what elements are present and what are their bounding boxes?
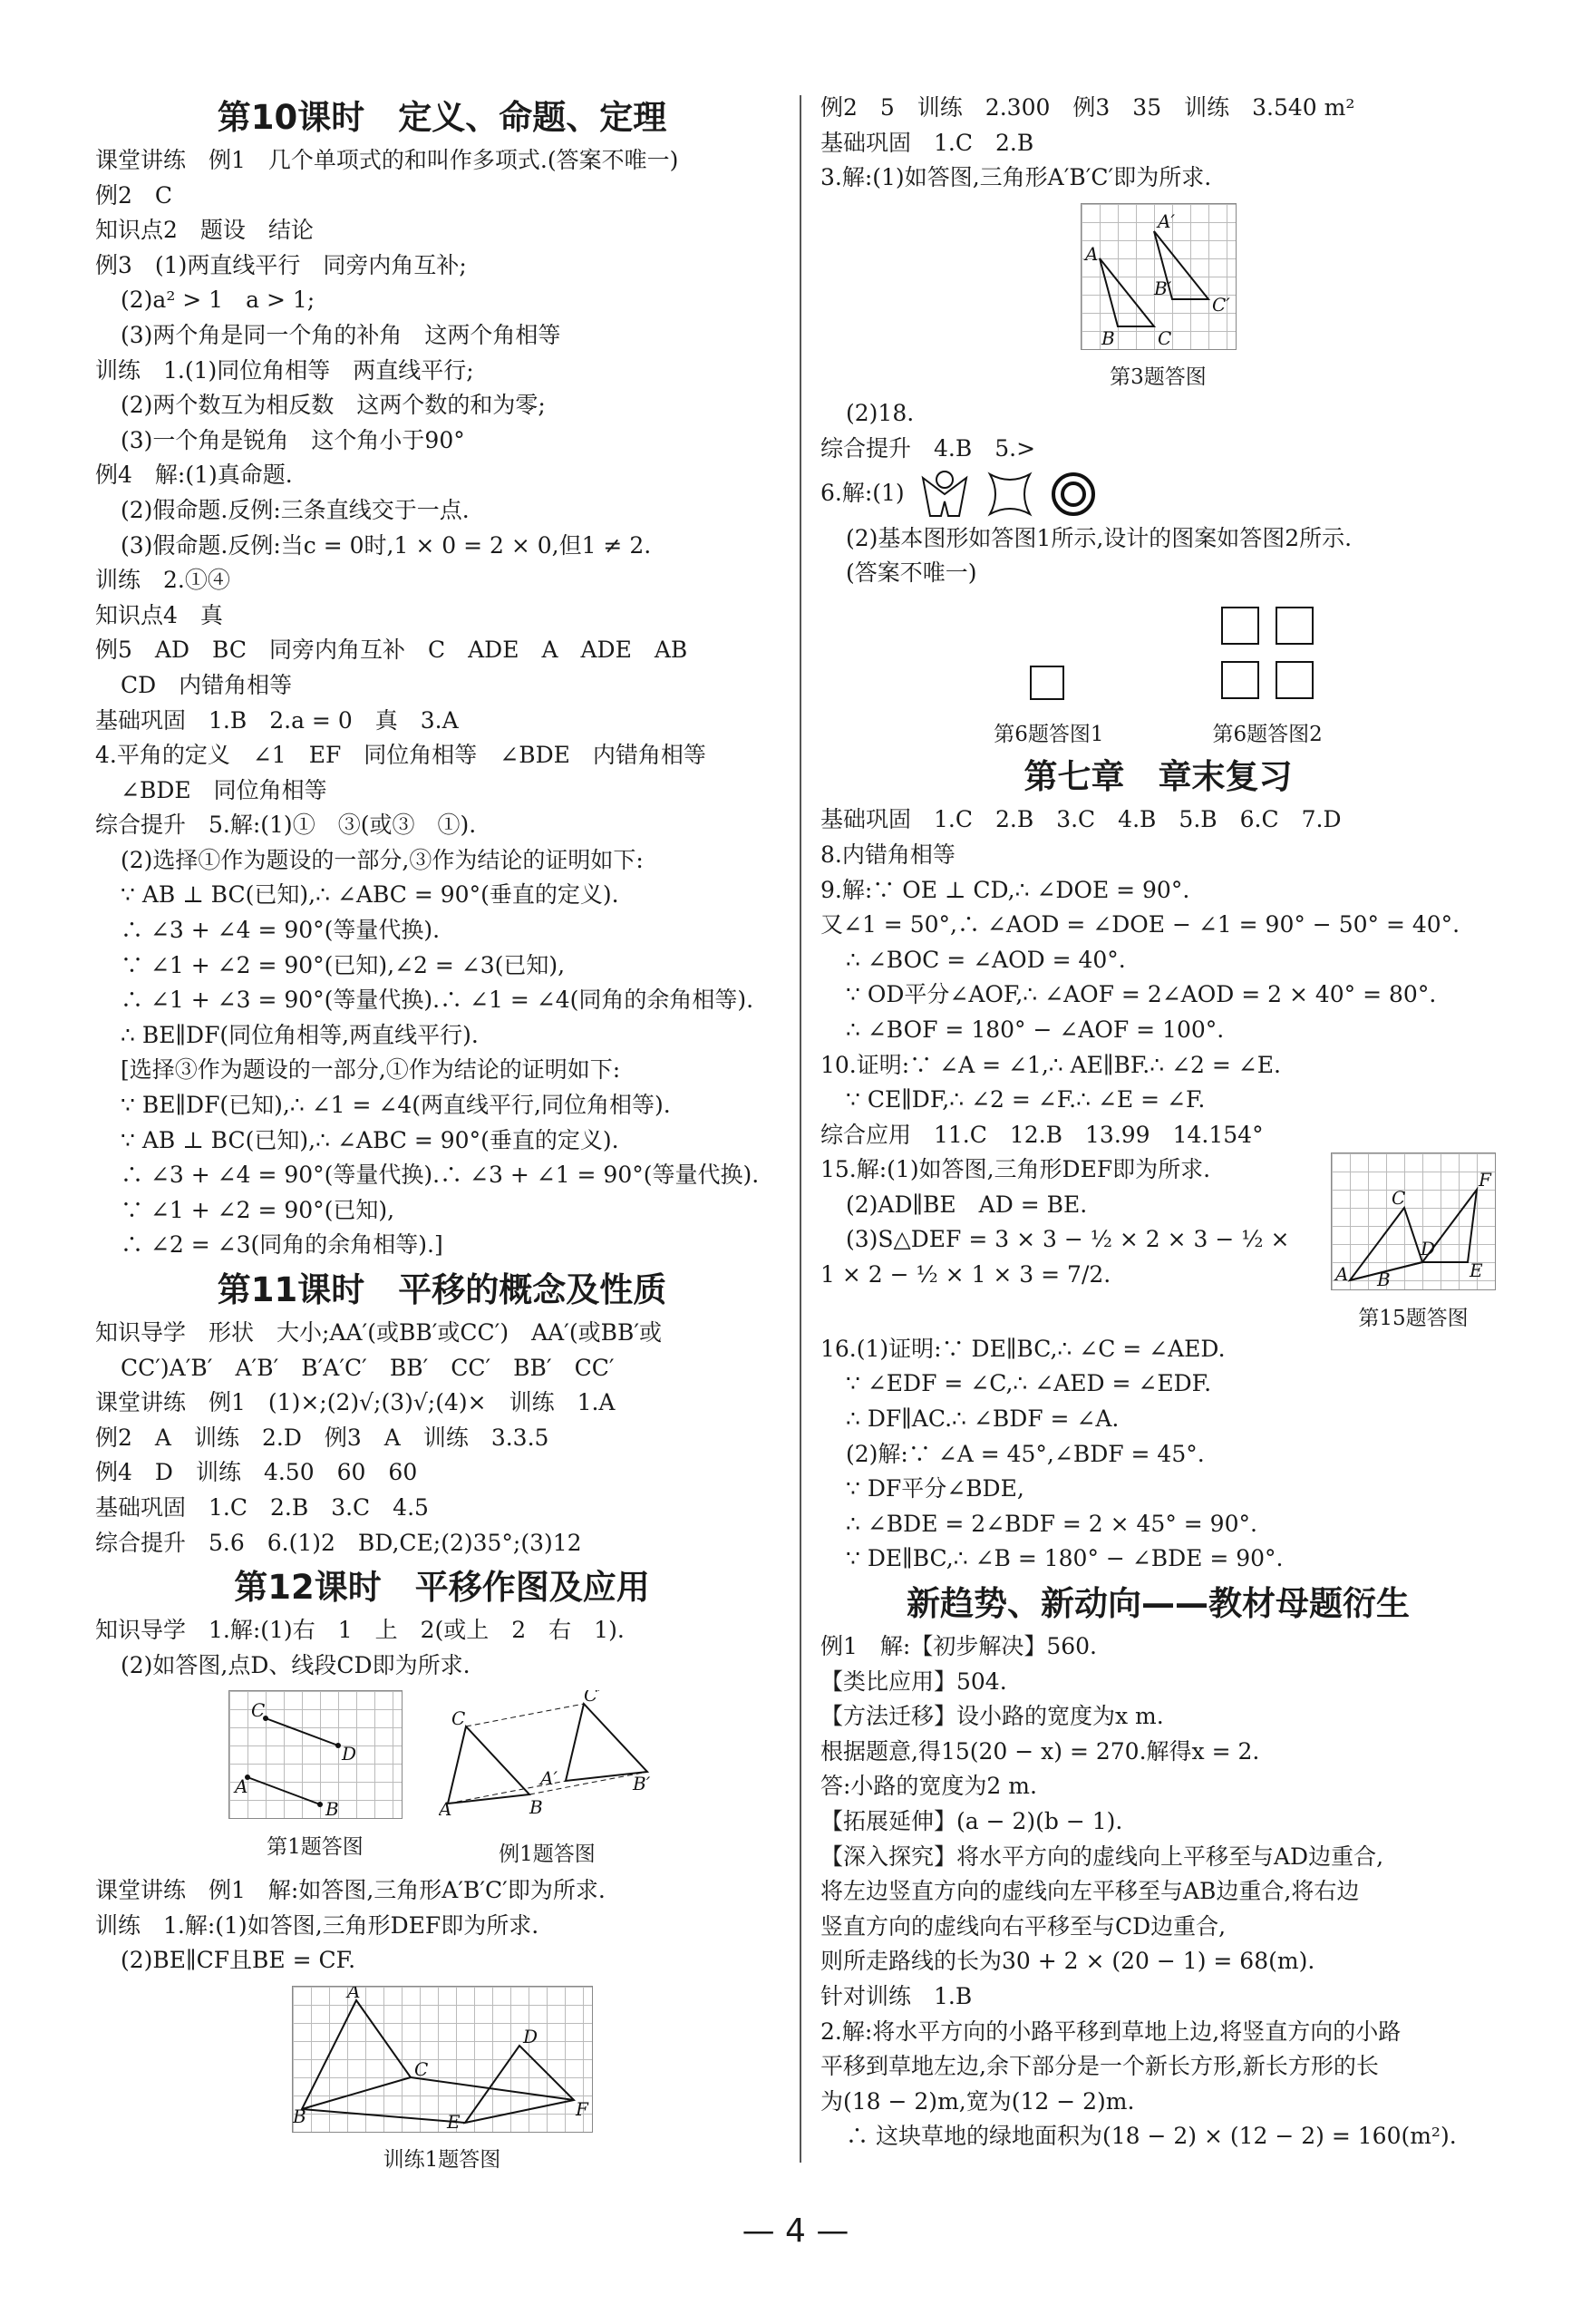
text-line: (2)解:∵ ∠A = 45°,∠BDF = 45°. [846, 1440, 1205, 1467]
section-heading-10: 第10课时 定义、命题、定理 [217, 98, 667, 137]
text-line: 平移到草地左边,余下部分是一个新长方形,新长方形的长 [820, 2053, 1379, 2080]
text-line: 8.内错角相等 [820, 841, 956, 868]
svg-text:B: B [292, 2105, 306, 2127]
text-line: ∵ ∠EDF = ∠C,∴ ∠AED = ∠EDF. [846, 1370, 1212, 1397]
column-divider [800, 95, 801, 2163]
figure-caption: 例1题答图 [499, 1842, 596, 1866]
svg-text:D: D [341, 1743, 356, 1765]
text-line: (2)两个数互为相反数 这两个数的和为零; [121, 392, 546, 419]
text-line: (2)BE∥CF且BE = CF. [121, 1947, 356, 1974]
text-line: 1 × 2 − ½ × 1 × 3 = 7/2. [820, 1261, 1111, 1288]
text-line: 例4 D 训练 4.50 60 60 [95, 1459, 418, 1486]
text-line: 课堂讲练 例1 (1)×;(2)√;(3)√;(4)× 训练 1.A [95, 1389, 616, 1416]
text-line: 例2 A 训练 2.D 例3 A 训练 3.3.5 [95, 1424, 549, 1451]
svg-text:A: A [1335, 1263, 1349, 1286]
text-line: 基础巩固 1.C 2.B 3.C 4.B 5.B 6.C 7.D [820, 806, 1342, 833]
lesson-12-answers-b [95, 1873, 789, 1979]
text-line: 训练 1.(1)同位角相等 两直线平行; [95, 356, 474, 384]
svg-text:A′: A′ [1157, 209, 1175, 232]
text-line: ∴ ∠1 + ∠3 = 90°(等量代换).∴ ∠1 = ∠4(同角的余角相等). [121, 987, 754, 1014]
left-column [95, 91, 789, 2179]
text-line: 基础巩固 1.B 2.a = 0 真 3.A [95, 706, 459, 734]
text-line: ∠BDE 同位角相等 [121, 776, 327, 803]
figure-caption: 第6题答图1 [994, 723, 1104, 747]
text-line: 又∠1 = 50°,∴ ∠AOD = ∠DOE − ∠1 = 90° − 50° = 40°. [820, 911, 1460, 938]
text-line: 例5 AD BC 同旁内角互补 C ADE A ADE AB [95, 637, 688, 664]
basic-square-diagram [994, 598, 1103, 707]
text-line: 课堂讲练 例1 解:如答图,三角形A′B′C′即为所求. [95, 1876, 606, 1903]
text-line: 根据题意,得15(20 − x) = 270.解得x = 2. [820, 1737, 1260, 1765]
new-trends-answers [820, 1629, 1496, 2154]
svg-text:E: E [1470, 1259, 1483, 1282]
section-heading-12: 第12课时 平移作图及应用 [234, 1568, 650, 1608]
text-line: 3.解:(1)如答图,三角形A′B′C′即为所求. [820, 164, 1212, 191]
lesson-12-continued [820, 91, 1496, 196]
text-line: ∵ ∠1 + ∠2 = 90°(已知), [121, 1196, 395, 1223]
svg-text:C′: C′ [583, 1690, 602, 1707]
figure-training1 [292, 1986, 593, 2174]
text-line: 10.证明:∵ ∠A = ∠1,∴ AE∥BF.∴ ∠2 = ∠E. [820, 1051, 1281, 1078]
section-heading-11: 第11课时 平移的概念及性质 [217, 1270, 667, 1309]
text-line: ∴ ∠3 + ∠4 = 90°(等量代换).∴ ∠3 + ∠1 = 90°(等量代换). [121, 1162, 760, 1189]
text-line: 【拓展延伸】(a − 2)(b − 1). [820, 1808, 1123, 1834]
text-line: 知识点2 题设 结论 [95, 217, 314, 244]
page-number: — 4 — [742, 2212, 849, 2250]
text-line: [选择③作为题设的一部分,①作为结论的证明如下: [121, 1056, 621, 1084]
svg-text:A: A [1084, 242, 1098, 265]
svg-text:D: D [1421, 1238, 1436, 1260]
q6-line [820, 467, 1496, 521]
text-line: 【类比应用】504. [820, 1668, 1007, 1695]
text-line: 例2 C [95, 181, 173, 209]
text-line: 综合提升 4.B 5.> [820, 434, 1036, 462]
svg-text:C′: C′ [1211, 293, 1230, 316]
text-line: 将左边竖直方向的虚线向左平移至与AB边重合,将右边 [820, 1878, 1360, 1905]
text-line: 知识点4 真 [95, 601, 223, 628]
svg-text:B′: B′ [1153, 277, 1171, 299]
svg-text:B: B [1101, 326, 1115, 349]
chapter7-answers [820, 802, 1496, 1152]
text-line: 例4 解:(1)真命题. [95, 462, 293, 489]
figure-q15 [1331, 1152, 1496, 1332]
text-line: 知识导学 形状 大小;AA′(或BB′或CC′) AA′(或BB′或 [95, 1319, 663, 1346]
text-line: ∴ ∠BOF = 180° − ∠AOF = 100°. [846, 1016, 1225, 1043]
figure-caption: 第6题答图2 [1212, 723, 1323, 747]
figure-caption: 第15题答图 [1358, 1306, 1469, 1330]
ex1-translation-diagram [439, 1690, 656, 1826]
text-line: 【方法迁移】设小路的宽度为x m. [820, 1703, 1164, 1730]
figure-q6-1 [994, 598, 1103, 749]
text-line: ∵ BE∥DF(已知),∴ ∠1 = ∠4(两直线平行,同位角相等). [121, 1092, 671, 1119]
ring-icon [1048, 469, 1099, 520]
figure-caption: 训练1题答图 [383, 2148, 501, 2173]
text-line: 例2 5 训练 2.300 例3 35 训练 3.540 m² [820, 94, 1355, 121]
svg-text:B: B [529, 1796, 543, 1819]
right-column [820, 91, 1496, 2154]
text-line: ∴ ∠BDE = 2∠BDF = 2 × 45° = 90°. [846, 1510, 1257, 1537]
svg-text:F: F [1479, 1169, 1491, 1191]
text-line: ∴ ∠2 = ∠3(同角的余角相等).] [121, 1231, 443, 1259]
text-line: 为(18 − 2)m,宽为(12 − 2)m. [820, 2087, 1135, 2115]
text-line: 针对训练 1.B [820, 1982, 973, 2009]
text-line: (2)选择①作为题设的一部分,③作为结论的证明如下: [121, 846, 644, 873]
svg-text:C: C [413, 2057, 428, 2080]
text-line: 竖直方向的虚线向右平移至与CD边重合, [820, 1912, 1227, 1940]
text-line: (3)S△DEF = 3 × 3 − ½ × 2 × 3 − ½ × [846, 1226, 1290, 1253]
text-line: ∴ ∠3 + ∠4 = 90°(等量代换). [121, 917, 441, 944]
text-line: 例1 解:【初步解决】560. [820, 1633, 1097, 1660]
svg-text:F: F [575, 2097, 588, 2120]
training1-grid-diagram [292, 1986, 593, 2133]
section-heading-chapter7: 第七章 章末复习 [1023, 757, 1293, 797]
text-line: 课堂讲练 例1 几个单项式的和叫作多项式.(答案不唯一) [95, 147, 679, 173]
svg-text:A: A [346, 1985, 360, 2002]
svg-text:A: A [234, 1775, 247, 1798]
text-line: 训练 2.①④ [95, 567, 230, 594]
q6-label: 6.解:(1) [820, 480, 905, 507]
text-line: 2.解:将水平方向的小路平移到草地上边,将竖直方向的小路 [820, 2018, 1402, 2045]
text-line: ∵ AB ⊥ BC(已知),∴ ∠ABC = 90°(垂直的定义). [121, 881, 619, 909]
text-line: (2)AD∥BE AD = BE. [846, 1191, 1088, 1218]
text-line: (2)18. [846, 400, 915, 427]
text-line: ∴ DF∥AC.∴ ∠BDF = ∠A. [846, 1405, 1120, 1433]
q1-grid-diagram [228, 1690, 403, 1819]
text-line: CC′)A′B′ A′B′ B′A′C′ BB′ CC′ BB′ CC′ [121, 1354, 615, 1381]
text-line: ∵ CE∥DF,∴ ∠2 = ∠F.∴ ∠E = ∠F. [846, 1086, 1206, 1113]
pattern-diagram [1213, 598, 1322, 707]
text-line: 16.(1)证明:∵ DE∥BC,∴ ∠C = ∠AED. [820, 1335, 1226, 1362]
svg-text:A′: A′ [539, 1767, 558, 1790]
text-line: 4.平角的定义 ∠1 EF 同位角相等 ∠BDE 内错角相等 [95, 742, 706, 769]
text-line: CD 内错角相等 [121, 671, 293, 698]
svg-text:B: B [325, 1798, 339, 1820]
text-line: ∴ 这块草地的绿地面积为(18 − 2) × (12 − 2) = 160(m²). [846, 2123, 1457, 2150]
text-line: ∵ DE∥BC,∴ ∠B = 180° − ∠BDE = 90°. [846, 1545, 1284, 1572]
q15-block [820, 1152, 1496, 1332]
figure-q1 [228, 1690, 403, 1868]
lesson-12-answers-a [95, 1613, 789, 1683]
q3-grid-diagram [1081, 203, 1237, 350]
text-line: ∴ ∠BOC = ∠AOD = 40°. [846, 946, 1126, 973]
lesson-10-answers [95, 143, 789, 1263]
text-line: 综合提升 5.解:(1)① ③(或③ ①). [95, 812, 477, 839]
figure-row-q3 [820, 203, 1496, 392]
text-line: ∵ ∠1 + ∠2 = 90°(已知),∠2 = ∠3(已知), [121, 951, 566, 978]
text-line: (2)a² > 1 a > 1; [121, 287, 315, 314]
svg-text:B′: B′ [632, 1773, 650, 1795]
text-line: ∵ AB ⊥ BC(已知),∴ ∠ABC = 90°(垂直的定义). [121, 1126, 619, 1153]
text-line: 综合应用 11.C 12.B 13.99 14.154° [820, 1121, 1264, 1148]
q16-answers [820, 1332, 1496, 1577]
text-line: 例3 (1)两直线平行 同旁内角互补; [95, 251, 467, 278]
svg-text:C: C [1157, 326, 1171, 349]
text-line: (答案不唯一) [846, 559, 977, 587]
figure-row-lesson12 [95, 1690, 789, 1868]
text-line: ∵ DF平分∠BDE, [846, 1475, 1024, 1502]
svg-text:D: D [522, 2025, 538, 2047]
lesson-11-answers [95, 1316, 789, 1561]
svg-text:E: E [446, 2110, 461, 2133]
star-shape-icon [985, 469, 1035, 520]
comprehensive-answers [820, 396, 1496, 466]
figure-caption: 第1题答图 [267, 1834, 364, 1859]
text-line: 【深入探究】将水平方向的虚线向上平移至与AD边重合, [820, 1843, 1384, 1870]
svg-text:C: C [1392, 1187, 1406, 1210]
text-line: 训练 1.解:(1)如答图,三角形DEF即为所求. [95, 1911, 539, 1939]
svg-text:A: A [438, 1798, 451, 1821]
svg-text:C: C [451, 1707, 465, 1730]
text-line: 15.解:(1)如答图,三角形DEF即为所求. [820, 1156, 1211, 1183]
text-line: (2)假命题.反例:三条直线交于一点. [121, 496, 470, 523]
text-line: 基础巩固 1.C 2.B 3.C 4.5 [95, 1493, 429, 1521]
text-line: 知识导学 1.解:(1)右 1 上 2(或上 2 右 1). [95, 1617, 625, 1644]
text-line: (3)假命题.反例:当c = 0时,1 × 0 = 2 × 0,但1 ≠ 2. [121, 531, 652, 559]
svg-text:B: B [1377, 1269, 1391, 1291]
text-line: (3)两个角是同一个角的补角 这两个角相等 [121, 321, 561, 348]
q15-grid-diagram [1331, 1152, 1496, 1290]
symmetric-figure-icon [917, 469, 972, 520]
text-line: (3)一个角是锐角 这个角小于90° [121, 426, 465, 453]
text-line: ∵ OD平分∠AOF,∴ ∠AOF = 2∠AOD = 2 × 40° = 80°. [846, 981, 1437, 1008]
figure-q6-2 [1213, 598, 1323, 749]
section-heading-new-trends: 新趋势、新动向——教材母题衍生 [907, 1584, 1410, 1624]
text-line: 综合提升 5.6 6.(1)2 BD,CE;(2)35°;(3)12 [95, 1529, 582, 1556]
svg-text:C: C [250, 1699, 265, 1722]
q6-part2 [820, 521, 1496, 591]
text-line: 9.解:∵ OE ⊥ CD,∴ ∠DOE = 90°. [820, 876, 1190, 903]
figure-q3 [1081, 203, 1237, 392]
q15-answers [820, 1152, 1316, 1292]
figure-caption: 第3题答图 [1110, 365, 1207, 390]
text-line: (2)如答图,点D、线段CD即为所求. [121, 1651, 471, 1678]
text-line: 则所走路线的长为30 + 2 × (20 − 1) = 68(m). [820, 1948, 1315, 1975]
text-line: 基础巩固 1.C 2.B [820, 129, 1034, 156]
text-line: 答:小路的宽度为2 m. [820, 1773, 1037, 1800]
figure-ex1 [439, 1690, 656, 1868]
text-line: (2)基本图形如答图1所示,设计的图案如答图2所示. [846, 524, 1353, 551]
text-line: ∴ BE∥DF(同位角相等,两直线平行). [121, 1021, 479, 1048]
figure-row-q6 [820, 598, 1496, 749]
figure-row-training1 [95, 1986, 789, 2174]
